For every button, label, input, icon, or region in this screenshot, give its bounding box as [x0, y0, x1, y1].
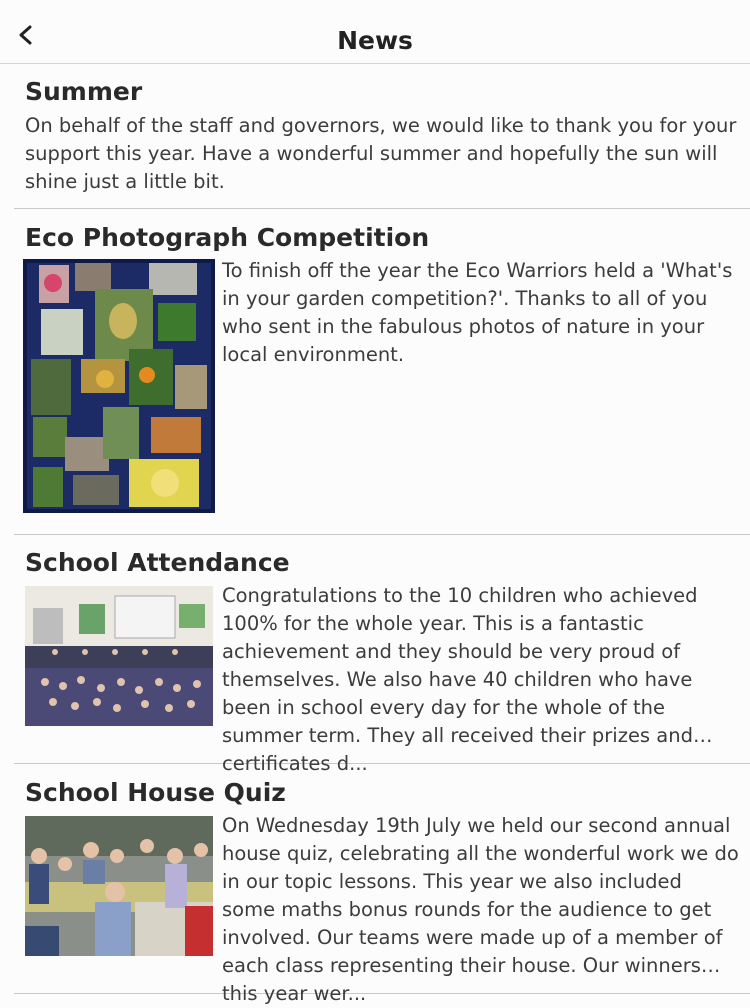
news-item-image	[25, 261, 213, 511]
news-item-summer[interactable]	[14, 64, 750, 209]
news-item-text: To finish off the year the Eco Warriors held a 'What's in your garden competition?'. Thanks to all of you who sent in the fabulous photos of nature in your local environment.	[222, 259, 733, 366]
news-item-text: Congratulations to the 10 children who achieved 100% for the whole year. This is a fantastic achievement and they should be very proud of themselves. We also have 40 children who have been in school every day for the whole of the summer term. They all received their prizes and certificates d...	[222, 584, 698, 775]
news-item-title: School Attendance	[25, 548, 290, 577]
news-item-title: Eco Photograph Competition	[25, 223, 430, 252]
news-item-school-attendance[interactable]	[14, 535, 750, 775]
news-item-title: Summer	[25, 77, 143, 106]
news-item-eco-photograph-competition[interactable]	[14, 209, 750, 535]
news-list	[0, 64, 750, 1005]
news-item-text: On behalf of the staff and governors, we would like to thank you for your support this year. Have a wonderful summer and hopefully the sun will shine just a little bit.	[25, 114, 737, 193]
news-item-title: School House Quiz	[25, 778, 286, 807]
app-header	[0, 0, 750, 64]
news-item-text: On Wednesday 19th July we held our second annual house quiz, celebrating all the wonderful work we do in our topic lessons. This year we also included some maths bonus rounds for the audience to get involved. Our teams were made up of a member of each class representing their house. Our winners this year wer...	[222, 814, 739, 1005]
page-title: News	[337, 26, 413, 55]
news-item-school-house-quiz[interactable]	[14, 764, 750, 1005]
news-item-image	[25, 586, 213, 726]
news-item-image	[25, 816, 213, 956]
